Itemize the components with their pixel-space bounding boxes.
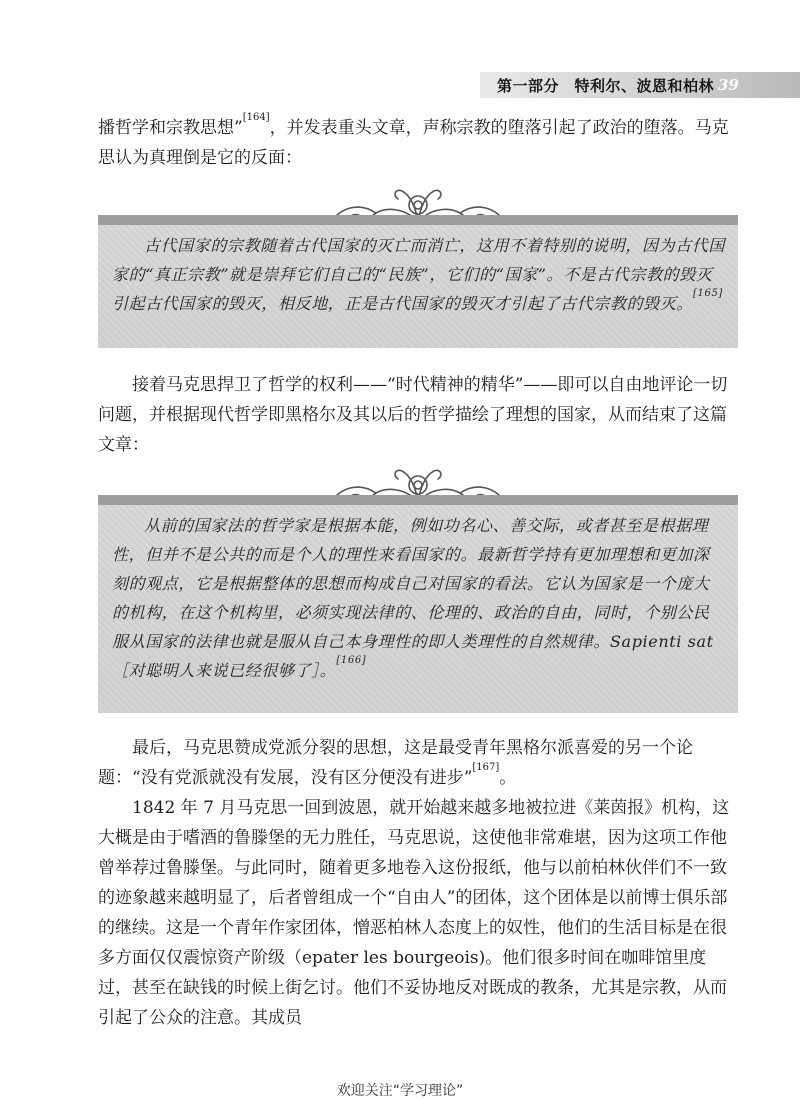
paragraph-text: 最后，马克思赞成党派分裂的思想，这是最受青年黑格尔派喜爱的另一个论题：“没有党派就没有发展，没有区分便没有进步”: [98, 738, 693, 788]
block-quote-2: [98, 495, 738, 713]
page-number: 39: [718, 76, 739, 94]
footnote-ref[interactable]: [164]: [242, 112, 270, 123]
body-paragraph-3: [98, 733, 738, 793]
footnote-ref[interactable]: [167]: [472, 762, 500, 773]
paragraph-text: 1842 年 7 月马克思一回到波恩，就开始越来越多地被拉进《莱茵报》机构，这大概是由于嗜酒的鲁滕堡的无力胜任，马克思说，这使他非常难堪，因为这项工作他曾举荐过鲁滕堡。与此同时，随着更多地卷入这份报纸，他与以前柏林伙伴们不一致的迹象越来越明显了，后者曾组成一个“自由人”的团体，这个团体是以前博士俱乐部的继续。这是一个青年作家团体，憎恶柏林人态度上的奴性，他们的生活目标是在很多方面仅仅震惊资产阶级（epater les bourgeois)。他们很多时间在咖啡馆里度过，甚至在缺钱的时候上街乞讨。他们不妥协地反对既成的教条，尤其是宗教，从而引起了公众的注意。其成员: [98, 798, 730, 1028]
paragraph-text: 播哲学和宗教思想”: [98, 118, 243, 138]
page-footer: 欢迎关注“学习理论”: [336, 1083, 464, 1099]
paragraph-text: 。: [499, 768, 517, 788]
body-paragraph-1: [98, 113, 738, 173]
quote-text: 古代国家的宗教随着古代国家的灭亡而消亡，这用不着特别的说明，因为古代国家的“真正宗教”就是崇拜它们自己的“民族”，它们的“国家”。不是古代宗教的毁灭引起古代国家的毁灭，相反地，正是古代国家的毁灭才引起了古代宗教的毁灭。: [112, 236, 726, 313]
quote-text: 从前的国家法的哲学家是根据本能，例如功名心、善交际，或者甚至是根据理性，但并不是公共的而是个人的理性来看国家的。最新哲学持有更加理想和更加深刻的观点，它是根据整体的思想而构成自己对国家的看法。它认为国家是一个庞大的机构，在这个机构里，必须实现法律的、伦理的、政治的自由，同时，个别公民服从国家的法律也就是服从自己本身理性的即人类理性的自然规律。Sapienti sat［对聪明人来说已经很够了］。: [112, 516, 714, 680]
body-paragraph-2: [98, 370, 738, 460]
block-quote-text: [98, 505, 738, 695]
paragraph-text: 接着马克思捍卫了哲学的权利——“时代精神的精华”——即可以自由地评论一切问题，并根据现代哲学即黑格尔及其以后的哲学描绘了理想的国家，从而结束了这篇文章：: [98, 375, 728, 455]
paragraph-text: ，并发表重头文章，声称宗教的堕落引起了政治的堕落。马克思认为真理倒是它的反面：: [98, 118, 729, 168]
block-quote-1: [98, 215, 738, 348]
footnote-ref[interactable]: [166]: [336, 655, 367, 666]
footnote-ref[interactable]: [165]: [693, 288, 723, 299]
running-header-title: 第一部分 特利尔、波恩和柏林: [497, 77, 715, 95]
body-paragraph-4: [98, 793, 738, 1033]
block-quote-text: [98, 225, 738, 328]
